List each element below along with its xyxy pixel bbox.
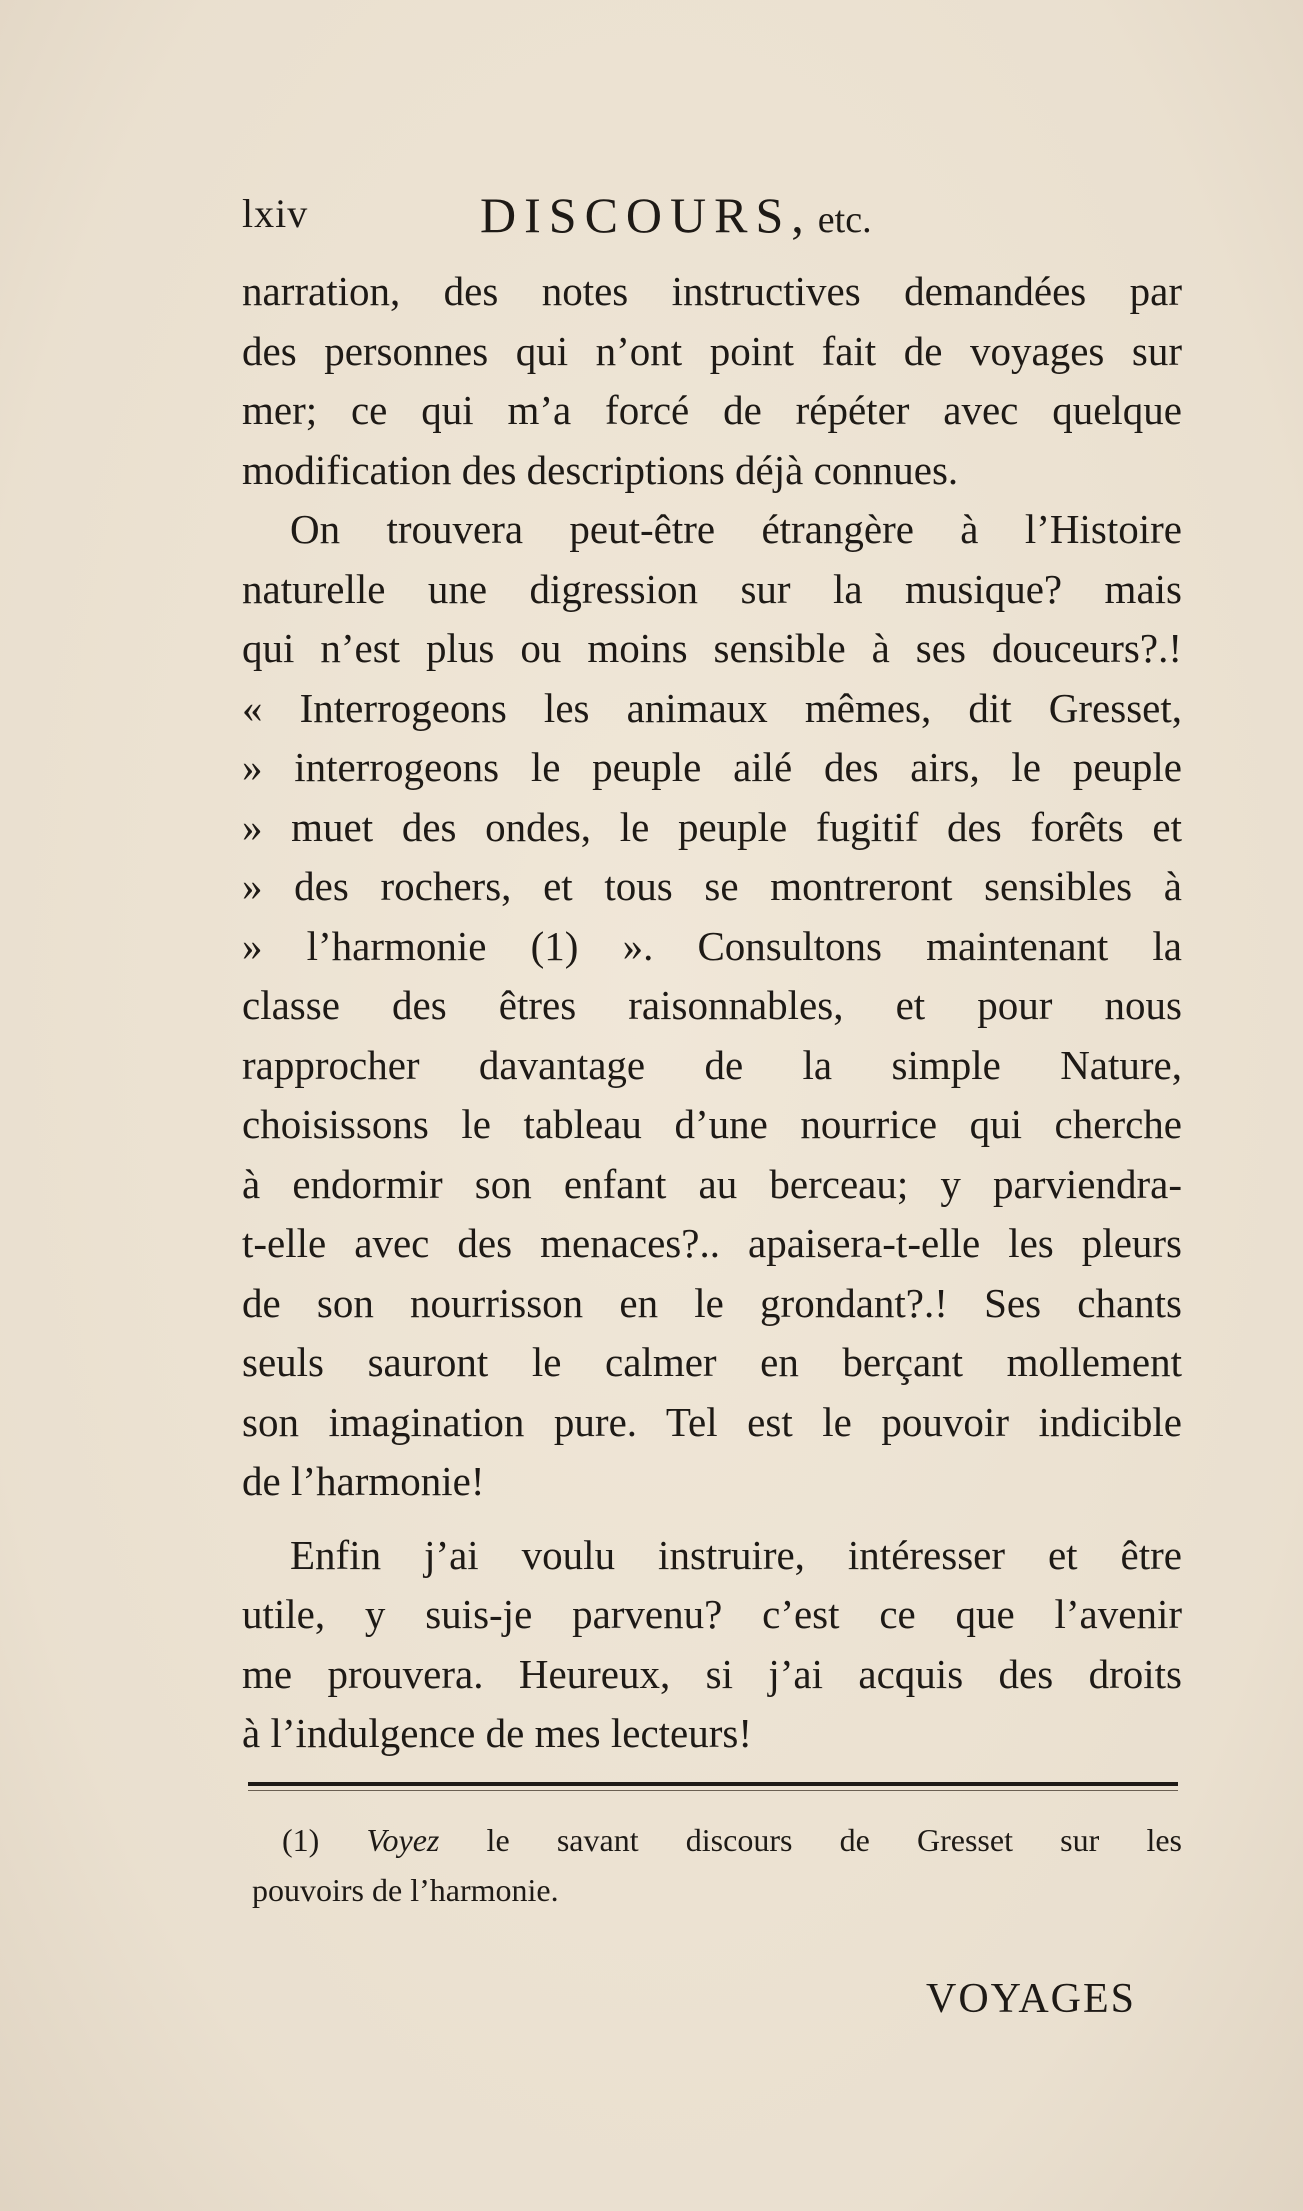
text-line: à l’indulgence de mes lecteurs!	[242, 1710, 752, 1756]
text-line: seuls sauront le calmer en berçant mollement	[242, 1339, 1182, 1385]
body-text	[242, 262, 1182, 1764]
text-line: » muet des ondes, le peuple fugitif des forêts et	[242, 803, 1182, 850]
page-number: lxiv	[242, 191, 309, 236]
text-line: choisissons le tableau d’une nourrice qui cherche	[242, 1101, 1182, 1147]
footnote	[252, 1815, 1182, 1915]
text-line: des personnes qui n’ont point fait de voyages sur	[242, 327, 1182, 374]
running-title-etc: etc.	[817, 199, 872, 241]
text-line: mer; ce qui m’a forcé de répéter avec quelque	[242, 387, 1182, 433]
text-line: son imagination pure. Tel est le pouvoir indicible	[242, 1398, 1182, 1445]
catchword: VOYAGES	[926, 1976, 1137, 2022]
text-line: naturelle une digression sur la musique? mais	[242, 565, 1182, 612]
text-line: utile, y suis-je parvenu? c’est ce que l’avenir	[242, 1591, 1182, 1637]
running-title-text: DISCOURS,	[480, 187, 812, 243]
text-line: me prouvera. Heureux, si j’ai acquis des droits	[242, 1650, 1182, 1697]
text-line: Enfin j’ai voulu instruire, intéresser et être	[290, 1531, 1182, 1578]
text-line: à endormir son enfant au berceau; y parviendra-	[242, 1160, 1182, 1207]
text-line: » des rochers, et tous se montreront sensibles à	[242, 863, 1182, 909]
footnote-rule	[248, 1782, 1178, 1786]
text-line: modification des descriptions déjà connues.	[242, 446, 959, 493]
text-line: de son nourrisson en le grondant?.! Ses chants	[242, 1279, 1182, 1326]
text-line: qui n’est plus ou moins sensible à ses douceurs?.!	[242, 625, 1182, 671]
footnote-text: le savant discours de Gresset sur les	[486, 1822, 1182, 1858]
text-line: rapprocher davantage de la simple Nature,	[242, 1041, 1182, 1088]
text-line: On trouvera peut-être étrangère à l’Histoire	[290, 506, 1182, 552]
footnote-rule-thin	[248, 1790, 1178, 1791]
running-title	[480, 186, 872, 244]
footnote-line	[252, 1815, 1182, 1865]
footnote-marker: (1)	[282, 1822, 320, 1858]
footnote-line: pouvoirs de l’harmonie.	[252, 1872, 559, 1908]
text-line: t-elle avec des menaces?.. apaisera-t-elle les pleurs	[242, 1220, 1182, 1266]
text-line: narration, des notes instructives demandées par	[242, 268, 1182, 314]
running-head	[242, 187, 942, 250]
text-line: » l’harmonie (1) ». Consultons maintenant la	[242, 922, 1182, 969]
footnote-italic: Voyez	[366, 1822, 440, 1858]
text-line: classe des êtres raisonnables, et pour nous	[242, 982, 1182, 1028]
text-line: « Interrogeons les animaux mêmes, dit Gresset,	[242, 684, 1182, 731]
text-line: de l’harmonie!	[242, 1458, 485, 1504]
text-line: » interrogeons le peuple ailé des airs, le peuple	[242, 744, 1182, 790]
